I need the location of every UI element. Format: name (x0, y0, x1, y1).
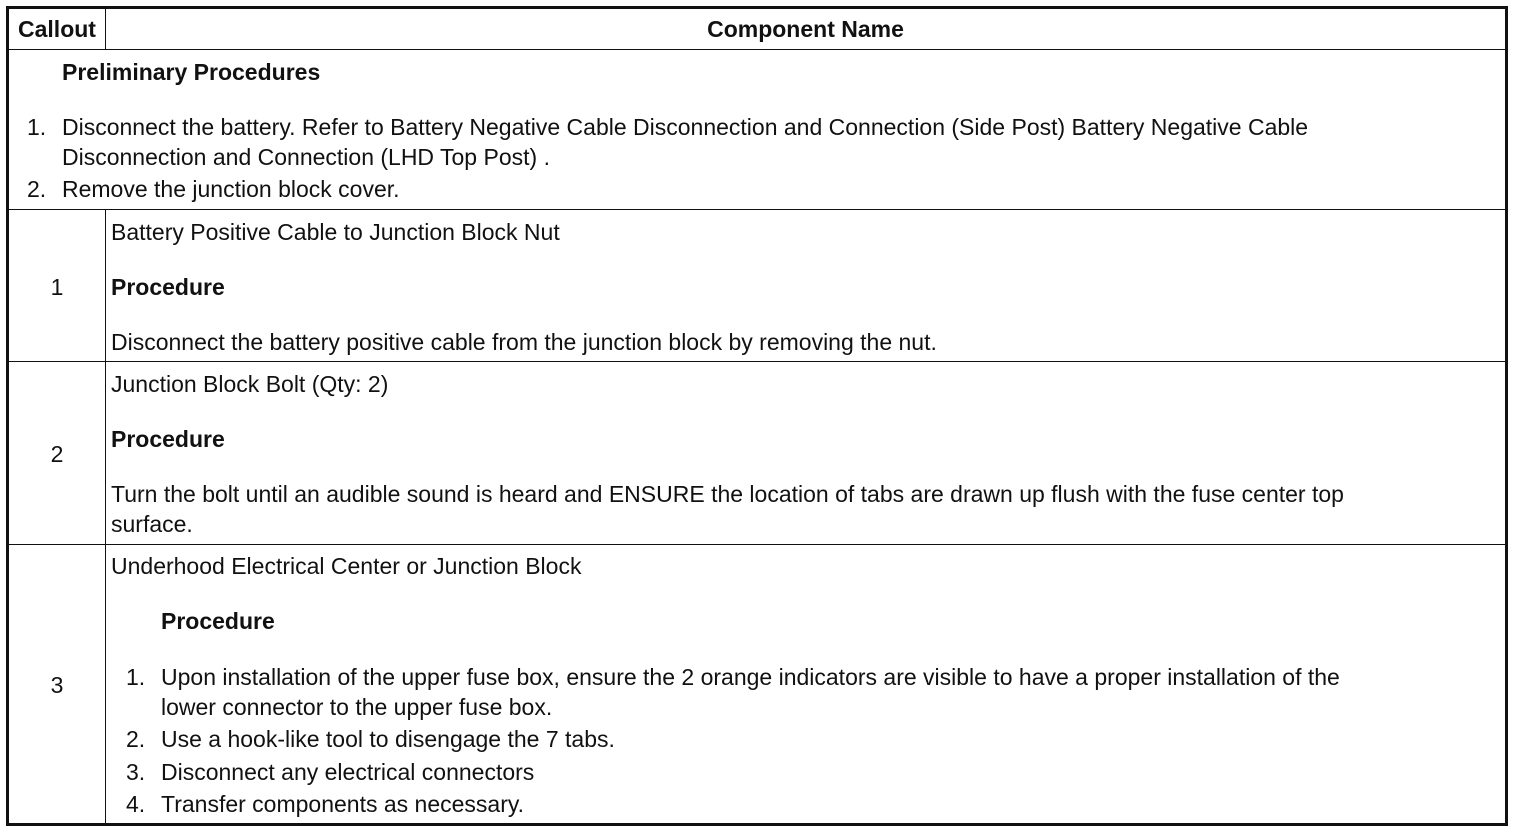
callout-number: 1 (50, 274, 64, 300)
procedure-label: Procedure (161, 608, 275, 634)
procedure-text: surface. (111, 511, 193, 537)
row-divider (9, 544, 1505, 545)
step-text: Disconnection and Connection (LHD Top Post) . (62, 144, 550, 170)
step-text: Disconnect the battery. Refer to Battery Negative Cable Disconnection and Connection (Side Post) Battery Negative Cable (62, 114, 1309, 140)
step-text: lower connector to the upper fuse box. (161, 694, 553, 720)
step-text: Transfer components as necessary. (161, 791, 525, 817)
header-component-name: Component Name (707, 16, 904, 42)
step-text: Disconnect any electrical connectors (161, 759, 535, 785)
component-name: Underhood Electrical Center or Junction Block (111, 553, 582, 579)
row-divider (9, 209, 1505, 210)
callout-number: 2 (50, 441, 64, 467)
header-callout: Callout (18, 16, 96, 42)
procedure-label: Procedure (111, 426, 225, 452)
step-number: 1. (27, 114, 47, 140)
component-name: Junction Block Bolt (Qty: 2) (111, 371, 389, 397)
step-text: Upon installation of the upper fuse box, ensure the 2 orange indicators are visible to have a proper installation of the (161, 664, 1340, 690)
column-divider (105, 209, 106, 826)
preliminary-title: Preliminary Procedures (62, 59, 321, 85)
procedure-text: Turn the bolt until an audible sound is heard and ENSURE the location of tabs are drawn up flush with the fuse center top (111, 481, 1344, 507)
procedure-table (6, 6, 1508, 826)
step-text: Use a hook-like tool to disengage the 7 tabs. (161, 726, 615, 752)
row-divider (9, 361, 1505, 362)
procedure-label: Procedure (111, 274, 225, 300)
callout-number: 3 (50, 672, 64, 698)
step-number: 3. (126, 759, 146, 785)
step-text: Remove the junction block cover. (62, 176, 400, 202)
step-number: 2. (126, 726, 146, 752)
step-number: 1. (126, 664, 146, 690)
step-number: 4. (126, 791, 146, 817)
header-divider (9, 49, 1505, 50)
component-name: Battery Positive Cable to Junction Block Nut (111, 219, 560, 245)
procedure-text: Disconnect the battery positive cable from the junction block by removing the nut. (111, 329, 937, 355)
step-number: 2. (27, 176, 47, 202)
